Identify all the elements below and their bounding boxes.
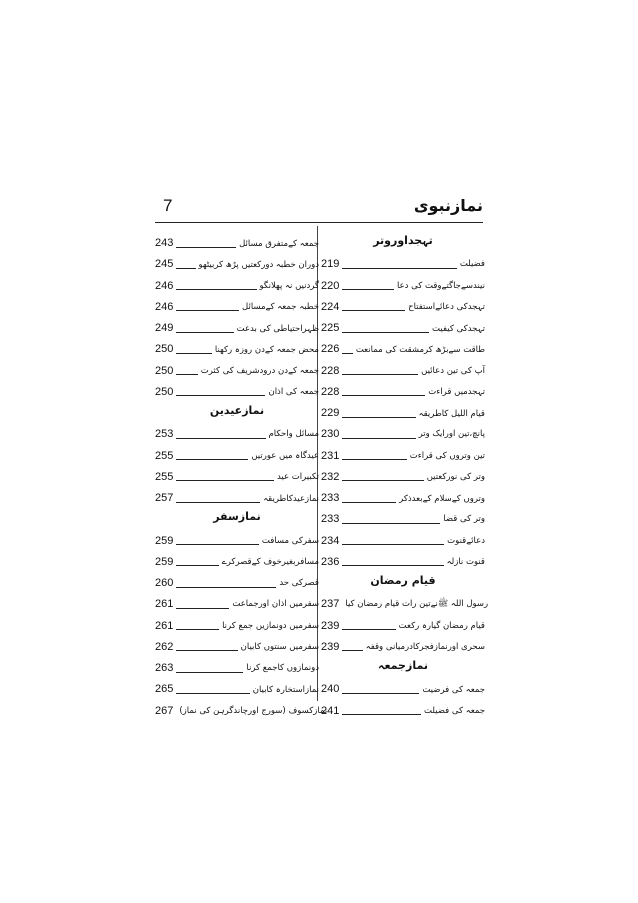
toc-entry[interactable]	[321, 338, 485, 360]
leader-line	[342, 515, 440, 524]
toc-entry-page: 228	[321, 364, 340, 377]
toc-entry[interactable]	[155, 700, 328, 722]
toc-entry[interactable]	[321, 402, 485, 424]
section-heading: نمازجمعہ	[378, 659, 428, 672]
leader-line	[176, 494, 260, 503]
toc-entry-page: 233	[321, 513, 340, 526]
section-heading: نمازعیدین	[209, 404, 265, 417]
toc-entry[interactable]	[155, 232, 319, 254]
toc-entry-page: 246	[155, 300, 174, 313]
toc-entry[interactable]	[155, 487, 319, 509]
toc-entry-title: آپ کی تین دعائیں	[421, 365, 485, 376]
toc-entry-title: خطبہ جمعہ کےمسائل	[242, 302, 319, 313]
toc-entry-page: 260	[155, 577, 174, 589]
toc-entry[interactable]	[321, 700, 485, 722]
toc-entry-page: 243	[155, 237, 174, 249]
toc-entry-title: ظہراحتیاطی کی بدعت	[236, 323, 319, 334]
toc-entry-title: تہجدمیں قراءت	[428, 387, 485, 398]
section-heading: نمازسفر	[213, 510, 261, 524]
toc-entry-page: 239	[321, 640, 340, 653]
toc-entry-title: تہجدکی دعائےاستفتاح	[408, 302, 485, 313]
leader-line	[176, 239, 236, 248]
leader-line	[176, 600, 229, 609]
leader-line	[176, 430, 265, 439]
toc-entry-page: 230	[321, 428, 340, 441]
leader-line	[342, 260, 456, 269]
toc-entry-page: 246	[155, 279, 174, 292]
toc-entry-title: فضیلت	[459, 259, 485, 270]
toc-entry-title: پانچ،تین اورایک وتر	[418, 429, 485, 440]
toc-entry-page: 241	[321, 704, 340, 717]
toc-entry-title: دعائےقنوت	[447, 536, 485, 546]
toc-entry-page: 262	[155, 640, 174, 653]
leader-line	[176, 387, 265, 396]
leader-line	[342, 451, 406, 460]
toc-entry-title: سفرمیں دونمازیں جمع کرنا	[222, 620, 319, 631]
toc-entry-page: 257	[155, 492, 174, 504]
toc-entry-title: قنوت نازلہ	[446, 557, 485, 568]
toc-entry[interactable]	[155, 466, 319, 488]
toc-entry-page: 259	[155, 555, 174, 568]
leader-line	[176, 642, 237, 651]
toc-entry[interactable]	[321, 615, 485, 637]
toc-entry[interactable]	[155, 530, 319, 552]
toc-entry-title: جمعہ کی فرضیت	[422, 684, 485, 695]
toc-entry-page: 220	[321, 279, 340, 292]
toc-entry-page: 226	[321, 343, 340, 356]
toc-entry[interactable]	[321, 423, 485, 445]
toc-entry-title: قیام رمضان گیارہ رکعت	[398, 621, 485, 631]
toc-entry[interactable]	[321, 253, 485, 275]
leader-line	[342, 387, 425, 396]
toc-entry-page: 236	[321, 555, 340, 568]
toc-entry-title: نیندسےجاگتےوقت کی دعا	[397, 281, 485, 291]
toc-entry[interactable]	[155, 381, 319, 403]
toc-entry-title: طاقت سےبڑھ کرمشقت کی ممانعت	[355, 344, 485, 355]
toc-entry[interactable]	[321, 296, 485, 318]
toc-entry[interactable]	[155, 657, 319, 679]
toc-entry-title: وتروں کےسلام کےبعدذکر	[399, 493, 485, 504]
toc-entry[interactable]	[321, 275, 485, 297]
section-heading: قیام رمضان	[370, 574, 436, 587]
toc-entry[interactable]	[155, 593, 319, 615]
toc-entry-page: 240	[321, 683, 340, 696]
toc-entry-page: 245	[155, 258, 174, 271]
leader-line	[342, 281, 394, 290]
toc-entry[interactable]	[321, 593, 489, 615]
toc-entry-title: نمازعیدکاطریقہ	[263, 493, 319, 504]
toc-entry[interactable]	[321, 317, 485, 339]
toc-entry[interactable]	[321, 466, 485, 488]
toc-entry-page: 224	[321, 300, 340, 313]
toc-entry[interactable]	[155, 360, 319, 382]
leader-line	[176, 345, 212, 354]
toc-entry[interactable]	[155, 317, 319, 339]
leader-line	[342, 621, 395, 630]
leader-line	[176, 685, 249, 694]
toc-entry[interactable]	[321, 530, 485, 552]
toc-entry[interactable]	[155, 551, 319, 573]
toc-entry-page: 239	[321, 619, 340, 632]
leader-line	[342, 430, 415, 439]
leader-line	[176, 260, 195, 269]
toc-entry[interactable]	[321, 551, 485, 573]
section-heading: تہجداوروتر	[373, 234, 433, 247]
leader-line	[176, 621, 219, 630]
toc-entry[interactable]	[321, 508, 485, 530]
page-number: 7	[163, 196, 173, 215]
toc-entry-page: 265	[155, 683, 174, 696]
toc-entry[interactable]	[155, 296, 319, 318]
toc-entry[interactable]	[155, 572, 319, 594]
toc-entry-title: سفرمیں اذان اورجماعت	[232, 599, 319, 610]
leader-line	[342, 494, 396, 503]
toc-entry-title: جمعہ کی اذان	[268, 387, 319, 398]
toc-entry-page: 231	[321, 449, 340, 462]
toc-entry-title: تہجدکی کیفیت	[432, 323, 485, 334]
toc-entry-title: سفرمیں سنتوں کابیان	[240, 641, 319, 652]
toc-entry-title: گردنیں نہ پھلانگو	[259, 281, 319, 291]
leader-line	[342, 409, 415, 418]
toc-entry-page: 255	[155, 449, 174, 462]
leader-line	[342, 324, 429, 333]
leader-line	[176, 366, 197, 375]
leader-line	[342, 642, 362, 651]
toc-entry-page: 249	[155, 322, 174, 334]
book-title: نمازنبوی	[413, 196, 483, 215]
toc-entry[interactable]	[155, 275, 319, 297]
toc-entry[interactable]	[155, 445, 319, 467]
leader-line	[176, 579, 276, 588]
toc-entry[interactable]	[321, 445, 485, 467]
toc-entry-title: قیام اللیل کاطریقہ	[418, 408, 485, 419]
toc-entry[interactable]	[155, 636, 319, 658]
leader-line	[176, 472, 274, 481]
leader-line	[342, 557, 443, 566]
leader-line	[342, 302, 405, 311]
toc-entry-page: 219	[321, 258, 340, 271]
leader-line	[176, 664, 243, 673]
leader-line	[342, 685, 419, 694]
toc-entry-title: سحری اورنمازفجرکادرمیانی وقفہ	[365, 642, 485, 653]
toc-entry-title: عیدگاہ میں عورتیں	[251, 451, 319, 461]
toc-entry-page: 250	[155, 343, 174, 356]
toc-entry-page: 234	[321, 534, 340, 547]
toc-entry[interactable]	[155, 338, 319, 360]
toc-entry-title: تکبیرات عید	[276, 471, 319, 482]
toc-entry-title: قصرکی حد	[279, 578, 319, 588]
header-rule	[155, 222, 483, 223]
leader-line	[176, 281, 256, 290]
toc-entry-page: 261	[155, 619, 174, 632]
toc-entry-title: رسول اللہ ﷺنےتین رات قیام رمضان کیا	[345, 598, 489, 609]
toc-entry-title: جمعہ کےمتفرق مسائل	[239, 238, 319, 249]
toc-entry-title: مسافربغیرخوف کےقصرکرے	[221, 557, 319, 568]
toc-entry[interactable]	[321, 487, 485, 509]
leader-line	[342, 472, 423, 481]
toc-entry-title: دونمازوں کاجمع کرنا	[246, 663, 319, 673]
toc-entry[interactable]	[155, 423, 319, 445]
toc-entry-title: وتر کی نورکعتیں	[426, 471, 485, 482]
leader-line	[342, 345, 352, 354]
leader-line	[342, 706, 421, 715]
toc-entry-title: سفرکی مسافت	[261, 535, 319, 546]
toc-entry[interactable]	[155, 678, 319, 700]
toc-entry-page: 261	[155, 598, 174, 611]
toc-entry-page: 237	[321, 598, 340, 611]
leader-line	[176, 302, 239, 311]
toc-entry-title: نمازکسوف (سورج اورچاندگرہن کی نماز)	[179, 706, 328, 716]
toc-entry[interactable]	[321, 381, 485, 403]
toc-entry-page: 263	[155, 662, 174, 674]
toc-entry-page: 228	[321, 385, 340, 398]
toc-entry-title: نمازاستخارہ کابیان	[252, 684, 319, 695]
toc-entry[interactable]	[155, 253, 319, 275]
toc-entry-page: 225	[321, 322, 340, 334]
toc-entry[interactable]	[321, 360, 485, 382]
leader-line	[176, 451, 248, 460]
toc-entry-page: 250	[155, 364, 174, 377]
toc-entry-page: 229	[321, 407, 340, 419]
leader-line	[342, 536, 444, 545]
toc-entry[interactable]	[155, 615, 319, 637]
toc-entry-title: محض جمعہ کےدن روزہ رکھنا	[214, 344, 319, 355]
toc-entry-page: 250	[155, 385, 174, 398]
toc-entry-title: جمعہ کےدن درودشریف کی کثرت	[200, 366, 319, 376]
toc-entry-title: جمعہ کی فضیلت	[424, 706, 485, 716]
leader-line	[342, 366, 418, 375]
toc-entry-page: 255	[155, 470, 174, 483]
toc-entry-title: تین وتروں کی قراءت	[409, 450, 485, 461]
leader-line	[176, 324, 233, 333]
toc-entry-page: 259	[155, 534, 174, 547]
toc-entry-title: مسائل واحکام	[268, 429, 319, 440]
leader-line	[176, 557, 218, 566]
toc-entry-page: 233	[321, 492, 340, 504]
toc-entry[interactable]	[321, 678, 485, 700]
toc-entry-page: 253	[155, 428, 174, 441]
toc-entry[interactable]	[321, 636, 485, 658]
toc-entry-title: وتر کی قضا	[443, 514, 485, 525]
toc-entry-page: 232	[321, 470, 340, 483]
leader-line	[176, 536, 259, 545]
toc-entry-title: دوران خطبہ دورکعتیں پڑھ کربیٹھو	[198, 259, 319, 270]
toc-entry-page: 267	[155, 704, 174, 717]
